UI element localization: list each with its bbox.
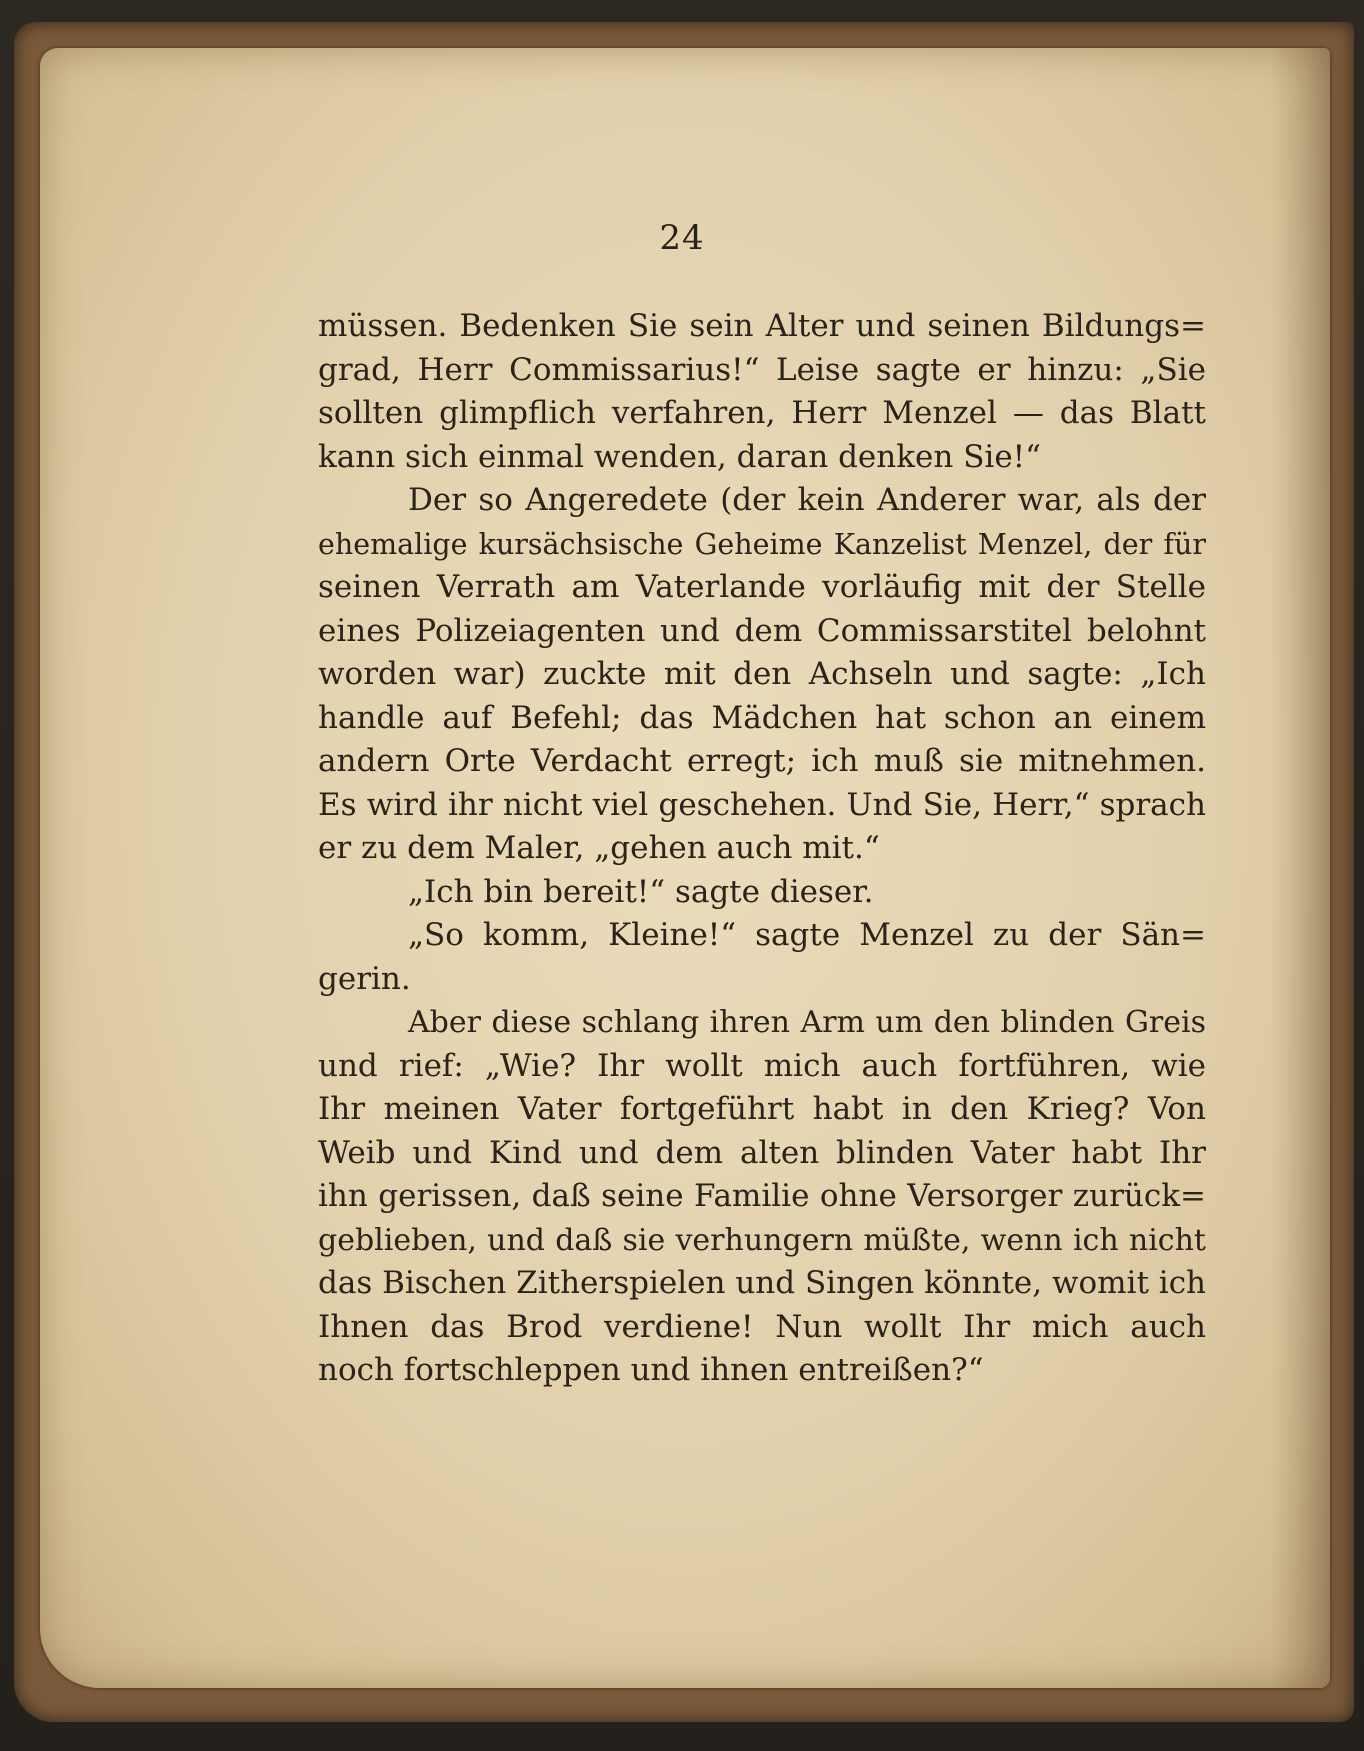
text-line: „So komm, Kleine!“ sagte Menzel zu der Sän= (408, 917, 1206, 953)
text-line: ehemalige kursächsische Geheime Kanzelist Menzel, der für (318, 527, 1206, 561)
text-line: und rief: „Wie? Ihr wollt mich auch fortführen, wie (318, 1047, 1206, 1084)
text-line: müssen. Bedenken Sie sein Alter und seinen Bildungs= (318, 308, 1206, 344)
text-line: Ihnen das Brod verdiene! Nun wollt Ihr mich auch (318, 1308, 1206, 1345)
text-line: „Ich bin bereit!“ sagte dieser. (408, 873, 874, 910)
page-number: 24 (659, 218, 705, 258)
text-line: Es wird ihr nicht viel geschehen. Und Sie, Herr,“ sprach (318, 786, 1206, 823)
text-line: geblieben, und daß sie verhungern müßte, wenn ich nicht (318, 1222, 1206, 1258)
text-line: eines Polizeiagenten und dem Commissarstitel belohnt (318, 612, 1206, 649)
text-line: Weib und Kind und dem alten blinden Vater habt Ihr (318, 1134, 1206, 1171)
text-line: Ihr meinen Vater fortgeführt habt in den Krieg? Von (318, 1091, 1206, 1127)
text-line: das Bischen Zitherspielen und Singen könnte, womit ich (318, 1265, 1207, 1301)
text-line: kann sich einmal wenden, daran denken Sie!“ (318, 438, 1041, 475)
text-line: er zu dem Maler, „gehen auch mit.“ (318, 830, 880, 866)
text-line: ihn gerissen, daß seine Familie ohne Versorger zurück= (318, 1178, 1206, 1214)
text-line: seinen Verrath am Vaterlande vorläufig mit der Stelle (318, 569, 1206, 605)
text-line: Der so Angeredete (der kein Anderer war, als der (408, 482, 1206, 518)
text-line: grad, Herr Commissarius!“ Leise sagte er hinzu: „Sie (318, 351, 1206, 388)
text-line: sollten glimpflich verfahren, Herr Menzel — das Blatt (318, 395, 1206, 431)
text-line: noch fortschleppen und ihnen entreißen?“ (318, 1352, 984, 1388)
body-text (318, 305, 1206, 1393)
text-line: Aber diese schlang ihren Arm um den blinden Greis (408, 1005, 1206, 1040)
text-line: andern Orte Verdacht erregt; ich muß sie mitnehmen. (318, 743, 1206, 779)
text-line: worden war) zuckte mit den Achseln und sagte: „Ich (318, 656, 1206, 692)
text-line: gerin. (318, 960, 411, 997)
text-line: handle auf Befehl; das Mädchen hat schon an einem (318, 699, 1206, 736)
